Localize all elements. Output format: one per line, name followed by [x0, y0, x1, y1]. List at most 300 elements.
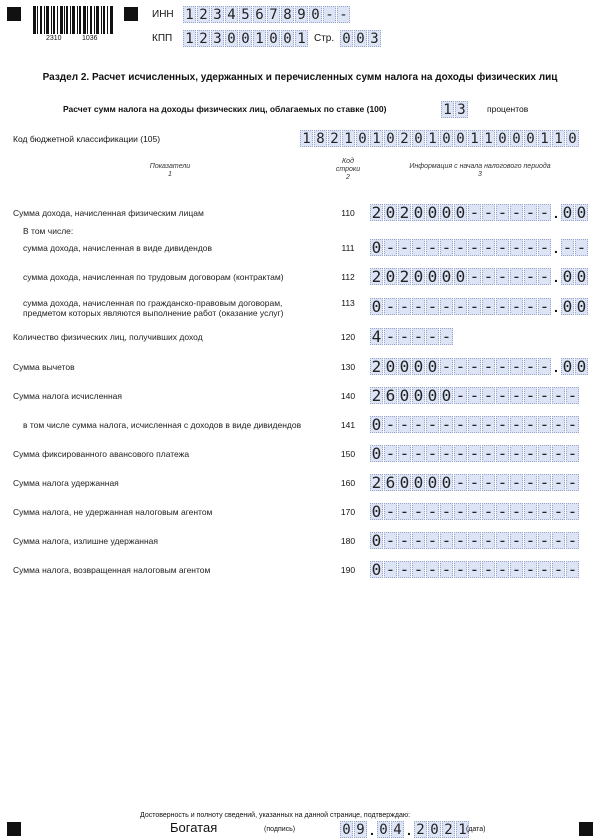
char-cell: - [441, 356, 452, 376]
char-cell: - [441, 501, 452, 521]
char-cell: 0 [427, 385, 438, 405]
char-cell: 0 [281, 30, 294, 47]
char-cell: 0 [576, 296, 587, 316]
char-cell: 0 [309, 6, 322, 23]
page-label: Стр. [314, 33, 335, 44]
char-cell: - [511, 296, 522, 316]
row-code: 110 [341, 208, 355, 218]
char-cell: 2 [197, 6, 210, 23]
row-label [23, 243, 212, 253]
row-value-field[interactable] [370, 474, 579, 491]
date-label: (дата) [466, 826, 486, 833]
char-cell: - [441, 326, 452, 346]
char-cell: 0 [385, 356, 396, 376]
char-cell: - [539, 414, 550, 434]
char-cell: - [441, 414, 452, 434]
char-cell: - [497, 385, 508, 405]
char-cell: 5 [239, 6, 252, 23]
char-cell: - [525, 385, 536, 405]
char-cell: 2 [414, 821, 427, 838]
char-cell: - [469, 266, 480, 286]
row-label [13, 565, 210, 575]
row-label-line: Сумма фиксированного авансового платежа [13, 449, 190, 459]
char-cell: - [497, 237, 508, 257]
char-cell: 2 [328, 130, 341, 147]
char-cell: 6 [253, 6, 266, 23]
char-cell: - [525, 501, 536, 521]
char-cell: 0 [385, 202, 396, 222]
char-cell: 3 [368, 30, 381, 47]
char-cell: - [427, 326, 438, 346]
char-cell: 7 [267, 6, 280, 23]
char-cell: - [539, 356, 550, 376]
char-cell: - [553, 443, 564, 463]
char-cell: 1 [468, 130, 481, 147]
char-cell: - [539, 501, 550, 521]
kbk-field[interactable] [300, 130, 579, 147]
char-cell: - [455, 443, 466, 463]
char-cell: 1 [456, 821, 469, 838]
decimal-separator: . [554, 359, 558, 375]
char-cell: - [413, 530, 424, 550]
row-label-line: Сумма налога, возвращенная налоговым агентом [13, 565, 211, 575]
char-cell: - [511, 530, 522, 550]
row-label [13, 536, 158, 546]
char-cell: 9 [295, 6, 308, 23]
char-cell: - [469, 443, 480, 463]
char-cell: - [553, 414, 564, 434]
char-cell: - [525, 443, 536, 463]
char-cell: - [427, 414, 438, 434]
signature-label: (подпись) [264, 826, 296, 833]
char-cell: - [337, 6, 350, 23]
char-cell: - [441, 237, 452, 257]
char-cell: - [441, 296, 452, 316]
decimal-separator: . [554, 240, 558, 256]
char-cell: - [413, 414, 424, 434]
char-cell: 0 [371, 237, 382, 257]
char-cell: - [469, 296, 480, 316]
char-cell: 0 [399, 472, 410, 492]
char-cell: - [553, 501, 564, 521]
row-value-field[interactable] [370, 328, 453, 345]
char-cell: 0 [441, 472, 452, 492]
barcode-number-right: 1036 [82, 35, 98, 42]
char-cell: - [497, 414, 508, 434]
char-cell: - [483, 472, 494, 492]
char-cell: 0 [413, 356, 424, 376]
char-cell: 0 [428, 821, 441, 838]
char-cell: 0 [576, 266, 587, 286]
row-value-field[interactable] [370, 445, 579, 462]
char-cell: 0 [371, 501, 382, 521]
char-cell: - [483, 443, 494, 463]
char-cell: 0 [440, 130, 453, 147]
char-cell: - [469, 237, 480, 257]
kpp-label: КПП [152, 33, 173, 44]
char-cell: - [525, 356, 536, 376]
char-cell: 3 [211, 6, 224, 23]
row-label-line: Сумма налога удержанная [13, 478, 119, 488]
char-cell: - [385, 326, 396, 346]
attestation-text: Достоверность и полноту сведений, указанных на данной странице, подтверждаю: [140, 812, 411, 819]
char-cell: - [525, 237, 536, 257]
row-label-line: Количество физических лиц, получивших доход [13, 332, 203, 342]
char-cell: 0 [413, 385, 424, 405]
row-label [23, 272, 284, 282]
row-label [23, 298, 283, 318]
char-cell: - [525, 296, 536, 316]
char-cell: - [567, 472, 578, 492]
char-cell: 2 [398, 130, 411, 147]
char-cell: - [441, 530, 452, 550]
char-cell: - [525, 530, 536, 550]
char-cell: 0 [454, 130, 467, 147]
decimal-separator: . [407, 822, 411, 838]
char-cell: - [483, 356, 494, 376]
row-code: 141 [340, 420, 356, 430]
char-cell: - [399, 296, 410, 316]
char-cell: - [497, 443, 508, 463]
char-cell: - [427, 443, 438, 463]
column-header-code-title: Код строки [335, 158, 361, 173]
char-cell: 8 [314, 130, 327, 147]
char-cell: - [553, 559, 564, 579]
char-cell: - [539, 237, 550, 257]
char-cell: - [497, 472, 508, 492]
char-cell: 0 [455, 202, 466, 222]
char-cell: - [483, 414, 494, 434]
char-cell: 0 [562, 202, 573, 222]
row-value-field[interactable] [370, 532, 579, 549]
char-cell: - [483, 237, 494, 257]
char-cell: 2 [371, 266, 382, 286]
char-cell: - [539, 202, 550, 222]
row-label-line: В том числе: [23, 226, 74, 236]
char-cell: 8 [281, 6, 294, 23]
char-cell: - [525, 414, 536, 434]
char-cell: 0 [427, 356, 438, 376]
char-cell: 1 [183, 6, 196, 23]
corner-marker-bottom-left [7, 822, 21, 836]
row-code: 112 [341, 272, 355, 282]
row-value-field[interactable] [370, 298, 588, 315]
char-cell: - [399, 326, 410, 346]
char-cell: - [413, 326, 424, 346]
char-cell: 0 [427, 202, 438, 222]
char-cell: - [483, 530, 494, 550]
char-cell: 0 [427, 266, 438, 286]
column-header-code-number: 2 [346, 174, 350, 181]
char-cell: 3 [211, 30, 224, 47]
row-code: 170 [340, 507, 356, 517]
row-value-field[interactable] [370, 358, 588, 375]
row-label-line: сумма дохода, начисленная в виде дивидендов [23, 243, 213, 253]
char-cell: - [539, 443, 550, 463]
char-cell: - [441, 559, 452, 579]
char-cell: - [553, 530, 564, 550]
char-cell: 3 [455, 101, 468, 118]
row-value-field[interactable] [370, 268, 588, 285]
char-cell: - [497, 530, 508, 550]
char-cell: 0 [354, 30, 367, 47]
char-cell: 1 [342, 130, 355, 147]
rate-label: Расчет сумм налога на доходы физических лиц, облагаемых по ставке (100) [63, 104, 387, 114]
char-cell: 0 [524, 130, 537, 147]
decimal-separator: . [554, 269, 558, 285]
char-cell: - [469, 414, 480, 434]
row-label [13, 449, 189, 459]
char-cell: 0 [267, 30, 280, 47]
char-cell: - [525, 472, 536, 492]
char-cell: 2 [371, 356, 382, 376]
char-cell: - [469, 385, 480, 405]
char-cell: 2 [371, 385, 382, 405]
rate-unit: процентов [487, 104, 529, 114]
row-label [13, 391, 122, 401]
char-cell: 2 [399, 266, 410, 286]
char-cell: - [399, 530, 410, 550]
char-cell: - [455, 530, 466, 550]
char-cell: - [413, 559, 424, 579]
char-cell: 0 [371, 559, 382, 579]
char-cell: 0 [356, 130, 369, 147]
char-cell: 0 [371, 530, 382, 550]
kbk-label: Код бюджетной классификации (105) [13, 134, 161, 144]
row-label [23, 420, 301, 430]
char-cell: 0 [371, 414, 382, 434]
char-cell: 0 [225, 30, 238, 47]
char-cell: - [511, 385, 522, 405]
char-cell: - [441, 443, 452, 463]
char-cell: 0 [413, 266, 424, 286]
row-label [13, 507, 212, 517]
char-cell: 0 [371, 296, 382, 316]
char-cell: 2 [371, 472, 382, 492]
row-label-line: Сумма налога, не удержанная налоговым агентом [13, 507, 213, 517]
char-cell: - [567, 501, 578, 521]
char-cell: 0 [562, 296, 573, 316]
barcode [33, 6, 115, 34]
column-header-info-title: Информация с начала налогового периода [409, 163, 551, 170]
char-cell: - [562, 237, 573, 257]
char-cell: - [539, 559, 550, 579]
char-cell: - [455, 385, 466, 405]
char-cell: - [427, 296, 438, 316]
char-cell: 0 [413, 202, 424, 222]
char-cell: - [399, 443, 410, 463]
row-label-line: Сумма дохода, начисленная физическим лицам [13, 208, 204, 218]
char-cell: - [539, 472, 550, 492]
corner-marker-top-right [124, 7, 138, 21]
char-cell: 0 [385, 266, 396, 286]
char-cell: - [413, 501, 424, 521]
char-cell: - [413, 237, 424, 257]
row-label-line: сумма дохода, начисленная по гражданско-правовым договорам, [23, 298, 283, 308]
row-code: 120 [340, 332, 356, 342]
char-cell: 9 [354, 821, 367, 838]
row-code: 180 [340, 536, 356, 546]
row-label [13, 332, 203, 342]
char-cell: - [511, 237, 522, 257]
char-cell: - [511, 202, 522, 222]
char-cell: - [469, 202, 480, 222]
char-cell: - [469, 501, 480, 521]
row-code: 130 [340, 362, 356, 372]
char-cell: - [455, 559, 466, 579]
char-cell: - [455, 414, 466, 434]
char-cell: - [525, 559, 536, 579]
char-cell: - [497, 501, 508, 521]
char-cell: 2 [371, 202, 382, 222]
char-cell: - [539, 296, 550, 316]
char-cell: - [469, 356, 480, 376]
char-cell: 1 [370, 130, 383, 147]
row-label [13, 478, 119, 488]
char-cell: 1 [441, 101, 454, 118]
char-cell: - [385, 559, 396, 579]
char-cell: 0 [576, 356, 587, 376]
char-cell: 0 [371, 443, 382, 463]
char-cell: 0 [427, 472, 438, 492]
inn-label: ИНН [152, 9, 174, 20]
char-cell: - [497, 559, 508, 579]
char-cell: 1 [552, 130, 565, 147]
column-header-indicators-title: Показатели [149, 163, 191, 170]
char-cell: - [455, 296, 466, 316]
char-cell: 0 [455, 266, 466, 286]
row-code: 113 [341, 298, 355, 308]
char-cell: - [511, 501, 522, 521]
char-cell: 0 [562, 266, 573, 286]
char-cell: 0 [441, 385, 452, 405]
char-cell: - [511, 559, 522, 579]
char-cell: 2 [197, 30, 210, 47]
row-value-field[interactable] [370, 416, 579, 433]
char-cell: 4 [391, 821, 404, 838]
char-cell: - [427, 530, 438, 550]
char-cell: - [483, 559, 494, 579]
row-value-field[interactable] [370, 387, 579, 404]
page-number-field[interactable] [340, 30, 381, 47]
row-value-field[interactable] [370, 204, 588, 221]
char-cell: 0 [496, 130, 509, 147]
row-code: 150 [340, 449, 356, 459]
char-cell: 0 [510, 130, 523, 147]
char-cell: 2 [399, 202, 410, 222]
column-header-info-number: 3 [478, 171, 482, 178]
char-cell: 0 [413, 472, 424, 492]
char-cell: 0 [562, 356, 573, 376]
char-cell: 1 [300, 130, 313, 147]
row-label-line: предметом которых являются выполнение работ (оказание услуг) [23, 308, 284, 318]
char-cell: - [539, 266, 550, 286]
char-cell: 0 [239, 30, 252, 47]
char-cell: 0 [399, 356, 410, 376]
char-cell: - [511, 414, 522, 434]
char-cell: - [427, 501, 438, 521]
char-cell: 0 [340, 30, 353, 47]
char-cell: - [399, 501, 410, 521]
char-cell: - [511, 356, 522, 376]
char-cell: - [483, 385, 494, 405]
char-cell: 0 [399, 385, 410, 405]
section-title: Раздел 2. Расчет исчисленных, удержанных и перечисленных сумм налога на доходы физических лиц [42, 72, 558, 83]
char-cell: 0 [576, 202, 587, 222]
char-cell: - [469, 472, 480, 492]
char-cell: - [567, 443, 578, 463]
char-cell: - [497, 356, 508, 376]
row-value-field[interactable] [370, 503, 579, 520]
row-label-line: Сумма налога, излишне удержанная [13, 536, 159, 546]
decimal-separator: . [370, 822, 374, 838]
char-cell: - [539, 530, 550, 550]
char-cell: - [511, 266, 522, 286]
row-label-line: сумма дохода, начисленная по трудовым договорам (контрактам) [23, 272, 284, 282]
signature: Богатая [170, 820, 218, 835]
char-cell: 0 [384, 130, 397, 147]
char-cell: - [385, 530, 396, 550]
row-label-line: Сумма налога исчисленная [13, 391, 123, 401]
char-cell: - [469, 530, 480, 550]
rate-field[interactable] [441, 101, 468, 118]
kpp-field[interactable] [183, 30, 308, 47]
char-cell: - [427, 237, 438, 257]
char-cell: - [413, 443, 424, 463]
inn-field[interactable] [183, 6, 350, 23]
char-cell: - [385, 237, 396, 257]
char-cell: 0 [377, 821, 390, 838]
decimal-separator: . [554, 205, 558, 221]
char-cell: 6 [385, 385, 396, 405]
row-label [13, 208, 204, 218]
char-cell: 4 [371, 326, 382, 346]
char-cell: - [399, 559, 410, 579]
char-cell: - [497, 296, 508, 316]
char-cell: 0 [441, 202, 452, 222]
char-cell: - [455, 356, 466, 376]
char-cell: 0 [412, 130, 425, 147]
char-cell: 1 [183, 30, 196, 47]
char-cell: 0 [340, 821, 353, 838]
char-cell: 0 [566, 130, 579, 147]
char-cell: 1 [253, 30, 266, 47]
char-cell: - [553, 385, 564, 405]
row-code: 160 [340, 478, 356, 488]
char-cell: - [469, 559, 480, 579]
char-cell: - [385, 501, 396, 521]
row-code: 111 [341, 243, 355, 253]
decimal-separator: . [554, 299, 558, 315]
char-cell: 2 [442, 821, 455, 838]
char-cell: - [553, 472, 564, 492]
row-value-field[interactable] [370, 561, 579, 578]
char-cell: - [455, 237, 466, 257]
char-cell: - [427, 559, 438, 579]
row-label [23, 226, 73, 236]
barcode-number-left: 2310 [46, 35, 62, 42]
char-cell: - [525, 266, 536, 286]
date-field[interactable] [340, 821, 469, 838]
column-header-indicators-number: 1 [168, 171, 172, 178]
char-cell: - [399, 237, 410, 257]
char-cell: - [511, 472, 522, 492]
char-cell: 0 [441, 266, 452, 286]
row-value-field[interactable] [370, 239, 588, 256]
char-cell: - [399, 414, 410, 434]
char-cell: - [483, 501, 494, 521]
row-label-line: Сумма вычетов [13, 362, 75, 372]
